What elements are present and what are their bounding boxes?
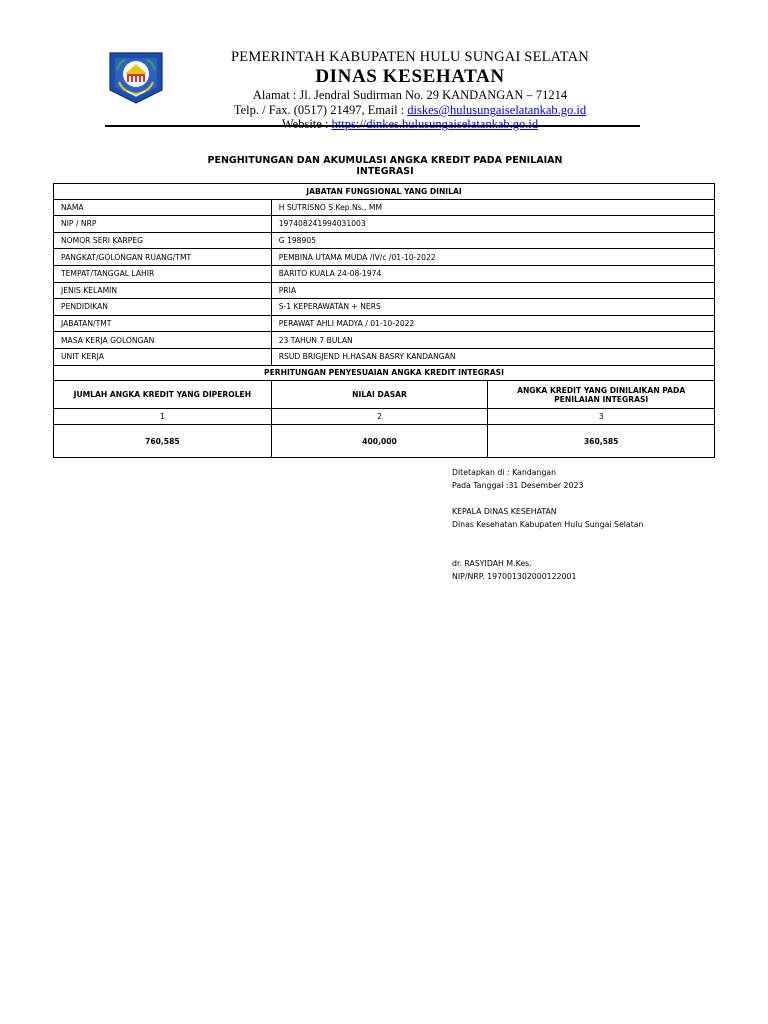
table-row <box>54 282 715 299</box>
row-label: MASA KERJA GOLONGAN <box>54 332 272 349</box>
sign-nip: NIP/NRP. 197001302000122001 <box>452 572 577 581</box>
row-label: JABATAN/TMT <box>54 315 272 332</box>
document-title-line2: INTEGRASI <box>356 166 414 177</box>
row-label: TEMPAT/TANGGAL LAHIR <box>54 265 272 282</box>
calc-value-jumlah: 760,585 <box>54 425 272 458</box>
table-row <box>54 315 715 332</box>
website-label: Website : <box>281 117 332 131</box>
signature-block <box>452 466 644 583</box>
row-value: S-1 KEPERAWATAN + NERS <box>271 299 714 316</box>
calc-number-2: 2 <box>271 409 488 425</box>
row-value: G 198905 <box>271 232 714 249</box>
row-value: PERAWAT AHLI MADYA / 01-10-2022 <box>271 315 714 332</box>
row-label: NIP / NRP <box>54 216 272 233</box>
table-row <box>54 348 715 365</box>
row-label: PENDIDIKAN <box>54 299 272 316</box>
contact-phone: Telp. / Fax. (0517) 21497, Email : <box>233 103 408 117</box>
letterhead-address: Alamat : Jl. Jendral Sudirman No. 29 KANDANGAN – 71214 <box>252 88 568 102</box>
row-label: NOMOR SERI KARPEG <box>54 232 272 249</box>
letterhead-contact <box>180 103 640 117</box>
calc-value-angka-kredit: 360,585 <box>488 425 715 458</box>
letterhead-government: PEMERINTAH KABUPATEN HULU SUNGAI SELATAN <box>231 49 589 65</box>
row-value: H SUTRISNO S.Kep.Ns., MM <box>271 199 714 216</box>
calc-value-row <box>54 425 715 458</box>
document-title <box>120 155 650 177</box>
table-row <box>54 265 715 282</box>
sign-institution: Dinas Kesehatan Kabupaten Hulu Sungai Selatan <box>452 520 644 529</box>
calc-header-row <box>54 381 715 409</box>
row-label: JENIS KELAMIN <box>54 282 272 299</box>
table-row <box>54 249 715 266</box>
calc-header-jumlah: JUMLAH ANGKA KREDIT YANG DIPEROLEH <box>54 381 272 409</box>
row-label: PANGKAT/GOLONGAN RUANG/TMT <box>54 249 272 266</box>
row-value: 23 TAHUN 7 BULAN <box>271 332 714 349</box>
email-link[interactable]: diskes@hulusungaiselatankab.go.id <box>407 103 587 117</box>
table-row <box>54 199 715 216</box>
sign-date: Pada Tanggal :31 Desember 2023 <box>452 481 584 490</box>
calc-number-1: 1 <box>54 409 272 425</box>
letterhead <box>180 49 640 131</box>
document-title-line1: PENGHITUNGAN DAN AKUMULASI ANGKA KREDIT PADA PENILAIAN <box>207 155 563 166</box>
sign-place: Ditetapkan di : Kandangan <box>452 468 557 477</box>
table-row <box>54 332 715 349</box>
calc-value-nilai-dasar: 400,000 <box>271 425 488 458</box>
row-value: BARITO KUALA 24-08-1974 <box>271 265 714 282</box>
section-header-perhitungan: PERHITUNGAN PENYESUAIAN ANGKA KREDIT INTEGRASI <box>54 365 715 381</box>
row-label: NAMA <box>54 199 272 216</box>
row-value: 197408241994031003 <box>271 216 714 233</box>
calc-number-row <box>54 409 715 425</box>
regency-emblem-logo <box>107 50 165 105</box>
letterhead-divider <box>105 125 640 127</box>
row-label: UNIT KERJA <box>54 348 272 365</box>
website-link[interactable]: https://dinkes.hulusungaiselatankab.go.id <box>331 117 539 131</box>
row-value: PEMBINA UTAMA MUDA /IV/c /01-10-2022 <box>271 249 714 266</box>
calc-number-3: 3 <box>488 409 715 425</box>
sign-position: KEPALA DINAS KESEHATAN <box>452 507 557 516</box>
table-row <box>54 216 715 233</box>
calc-header-angka-kredit: ANGKA KREDIT YANG DINILAIKAN PADA PENILAIAN INTEGRASI <box>488 381 715 409</box>
assessment-table <box>53 183 715 458</box>
letterhead-website <box>180 117 640 131</box>
calc-header-nilai-dasar: NILAI DASAR <box>271 381 488 409</box>
letterhead-office: DINAS KESEHATAN <box>315 66 505 87</box>
row-value: PRIA <box>271 282 714 299</box>
section-header-jabatan: JABATAN FUNGSIONAL YANG DINILAI <box>54 184 715 200</box>
row-value: RSUD BRIGJEND H.HASAN BASRY KANDANGAN <box>271 348 714 365</box>
table-row <box>54 299 715 316</box>
sign-name: dr. RASYIDAH M.Kes. <box>452 559 532 568</box>
table-row <box>54 232 715 249</box>
